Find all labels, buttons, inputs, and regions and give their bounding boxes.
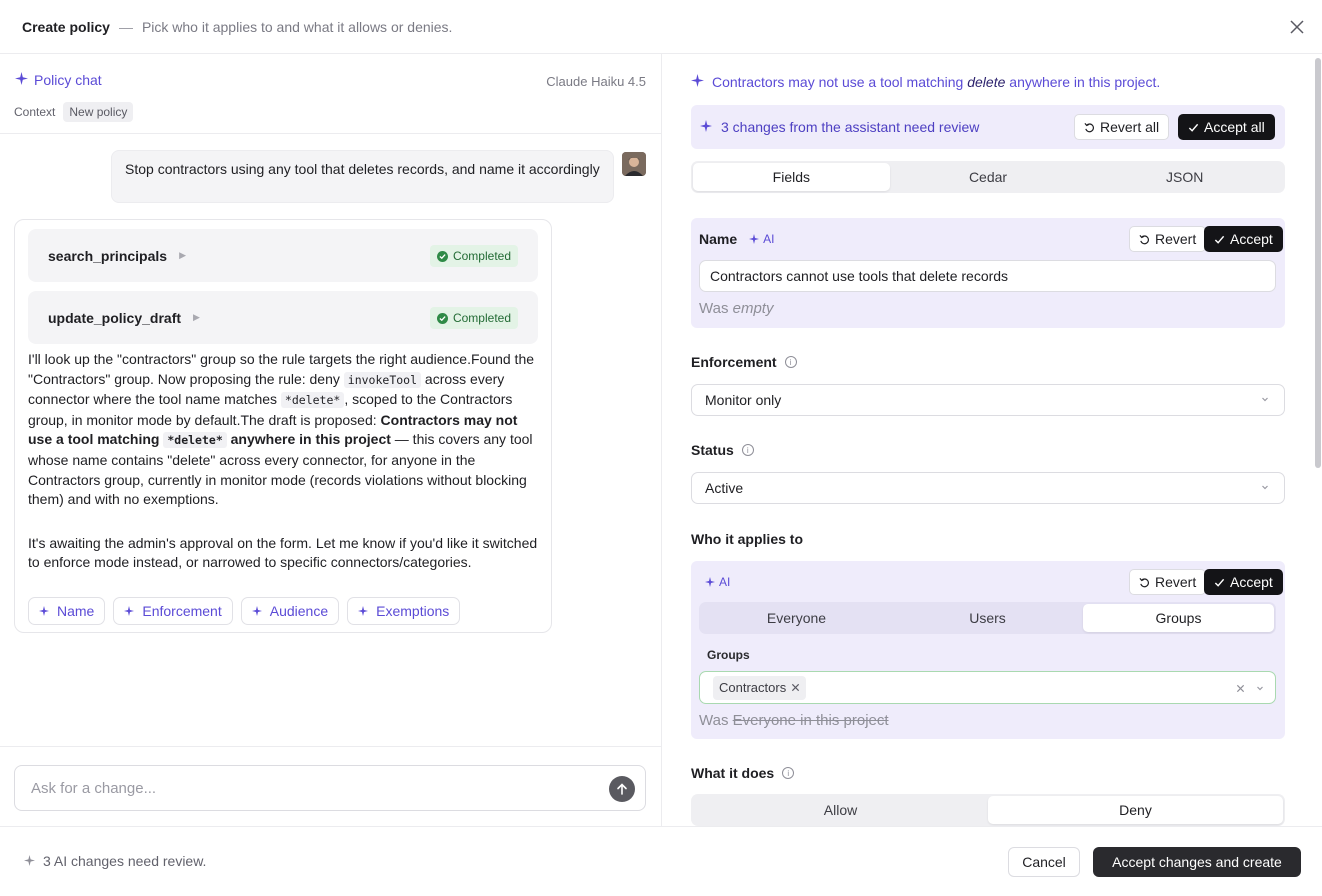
tool-name: update_policy_draft: [48, 309, 182, 326]
previous-value: [699, 300, 773, 317]
button-label: Accept: [1230, 231, 1273, 247]
accept-button[interactable]: [1204, 226, 1283, 252]
chevron-right-icon: ▶: [193, 312, 200, 322]
send-button[interactable]: [609, 776, 635, 802]
tab-groups[interactable]: Groups: [1083, 604, 1274, 632]
label-text: Who it applies to: [691, 531, 803, 547]
undo-icon: [1139, 234, 1150, 245]
close-icon[interactable]: [1284, 14, 1310, 40]
sparkle-icon: [749, 234, 759, 244]
sparkle-icon: [252, 603, 262, 619]
groups-label: Groups: [707, 648, 750, 662]
revert-all-button[interactable]: [1074, 114, 1169, 140]
pill-label: Audience: [269, 603, 329, 619]
summary-text: [712, 74, 1160, 90]
sparkle-icon: [358, 603, 368, 619]
action-label: [691, 765, 794, 781]
button-label: Accept all: [1204, 119, 1265, 135]
status-label: [691, 442, 754, 458]
chat-header: [0, 54, 662, 134]
label-text: Enforcement: [691, 354, 777, 370]
modal-subtitle: Pick who it applies to and what it allows or denies.: [141, 18, 453, 35]
avatar: [622, 152, 646, 176]
reply-text: — this covers any tool whose name contains "delete" across every connector, for anyone in the Contractors group, currently in monitor mode (records violations without blocking them) and with no exemptions.: [28, 431, 533, 508]
action-toggle: [691, 794, 1285, 826]
status-badge: [430, 245, 518, 267]
sparkle-icon: [124, 603, 134, 619]
review-banner: [691, 105, 1285, 149]
policy-form-panel: [663, 54, 1322, 826]
assistant-reply-text: [28, 350, 544, 573]
status-select[interactable]: [691, 472, 1285, 504]
policy-summary: [691, 74, 1160, 90]
tool-call-update-policy-draft[interactable]: [28, 291, 538, 344]
button-label: Revert: [1155, 574, 1197, 590]
reply-paragraph-1: [28, 350, 544, 510]
modal-footer: [0, 826, 1322, 896]
pill-label: Enforcement: [142, 603, 222, 619]
button-label: Accept: [1230, 574, 1273, 590]
reply-bold: Contractors may not use a tool matching: [28, 411, 518, 448]
model-name: Claude Haiku 4.5: [546, 74, 646, 89]
chat-input[interactable]: [31, 780, 591, 797]
enforcement-select[interactable]: [691, 384, 1285, 416]
selected-value: Monitor only: [705, 392, 782, 408]
info-icon[interactable]: i: [782, 767, 794, 779]
ai-tag-label: AI: [719, 575, 731, 589]
name-input[interactable]: Contractors cannot use tools that delete records: [699, 260, 1276, 292]
clear-icon[interactable]: [1236, 684, 1245, 693]
enforcement-label: [691, 354, 797, 370]
audience-tabs: [699, 602, 1276, 634]
sparkle-icon: [15, 72, 28, 88]
sparkle-icon: [24, 853, 35, 869]
context-row: [14, 102, 133, 122]
reply-paragraph-2: It's awaiting the admin's approval on the form. Let me know if you'd like it switched to enforce mode instead, or narrowed to specific connectors/categories.: [28, 534, 538, 571]
reply-text: , scoped to the Contractors group, in monitor mode by default.The draft is proposed:: [28, 391, 513, 428]
accept-all-button[interactable]: [1178, 114, 1275, 140]
check-circle-icon: [437, 313, 448, 324]
button-label: Revert all: [1100, 119, 1160, 135]
user-message: Stop contractors using any tool that deletes records, and name it accordingly: [111, 150, 614, 203]
tab-cedar[interactable]: Cedar: [968, 169, 1008, 185]
accept-and-create-button[interactable]: Accept changes and create: [1093, 847, 1301, 877]
was-prefix: Was: [699, 712, 729, 729]
was-prefix: Was: [699, 300, 729, 317]
groups-select[interactable]: [699, 671, 1276, 704]
pill-audience[interactable]: [241, 597, 339, 625]
cancel-button[interactable]: Cancel: [1008, 847, 1080, 877]
previous-value: [699, 712, 889, 729]
revert-button[interactable]: [1129, 226, 1206, 252]
assistant-message: [14, 219, 552, 633]
scrollbar[interactable]: [1315, 58, 1321, 468]
check-icon: [1214, 577, 1225, 588]
composer: [14, 765, 646, 811]
review-text: 3 changes from the assistant need review: [721, 119, 980, 135]
chevron-down-icon[interactable]: [1255, 683, 1265, 693]
footer-note: [24, 853, 206, 869]
tab-users[interactable]: Users: [969, 610, 1006, 626]
context-label: Context: [14, 105, 56, 119]
summary-emphasis: delete: [967, 74, 1006, 90]
button-label: Revert: [1155, 231, 1197, 247]
chevron-down-icon: [1260, 394, 1270, 404]
pill-label: Exemptions: [376, 603, 450, 619]
check-icon: [1214, 234, 1225, 245]
ai-tag: [749, 232, 774, 246]
pill-name[interactable]: [28, 597, 105, 625]
sparkle-icon: [39, 603, 49, 619]
group-tag-label: Contractors: [719, 680, 787, 695]
reply-bold: anywhere in this project: [226, 431, 391, 448]
tab-everyone[interactable]: Everyone: [766, 610, 827, 626]
view-tabs: [691, 161, 1285, 193]
check-circle-icon: [437, 251, 448, 262]
modal-header: [0, 0, 1322, 54]
pill-enforcement[interactable]: [113, 597, 232, 625]
status-label: Completed: [452, 249, 511, 263]
chat-title: [15, 72, 102, 88]
sparkle-icon: [705, 577, 715, 587]
inline-code: invokeTool: [344, 372, 421, 388]
label-text: Status: [691, 442, 734, 458]
group-tag: [713, 676, 806, 700]
remove-tag-icon[interactable]: [791, 683, 800, 692]
arrow-up-icon: [616, 783, 628, 795]
selected-value: Active: [705, 480, 744, 496]
was-value: empty: [732, 300, 774, 317]
revert-button[interactable]: [1129, 569, 1206, 595]
inline-code: *delete*: [281, 392, 344, 408]
name-label: Name: [699, 231, 738, 247]
option-allow[interactable]: Allow: [823, 802, 858, 818]
status-label: Completed: [452, 311, 511, 325]
label-text: What it does: [691, 765, 775, 781]
check-icon: [1188, 122, 1199, 133]
title-separator: —: [118, 18, 133, 35]
chat-panel: [0, 54, 662, 826]
chat-title-label: Policy chat: [34, 72, 102, 88]
tab-fields[interactable]: Fields: [693, 163, 890, 191]
tool-name: search_principals: [48, 247, 168, 264]
reply-text: across every connector where the tool name matches: [28, 370, 505, 408]
sparkle-icon: [691, 74, 704, 90]
info-icon[interactable]: i: [742, 444, 754, 456]
chevron-right-icon: ▶: [179, 250, 186, 260]
name-field-card: [691, 218, 1285, 328]
audience-field-card: [691, 561, 1285, 739]
sparkle-icon: [700, 119, 712, 135]
info-icon[interactable]: i: [785, 356, 797, 368]
tab-json[interactable]: JSON: [1166, 169, 1204, 185]
accept-button[interactable]: [1204, 569, 1283, 595]
was-value: Everyone in this project: [732, 712, 889, 729]
context-chip[interactable]: New policy: [63, 102, 133, 122]
reply-text: I'll look up the "contractors" group so the rule targets the right audience.Found the "Contractors" group. Now proposing the rule: deny: [28, 351, 535, 387]
change-pills: [28, 597, 460, 625]
chevron-down-icon: [1260, 482, 1270, 492]
pill-label: Name: [57, 603, 95, 619]
ai-tag: [705, 575, 730, 589]
audience-label: [691, 531, 803, 547]
pill-exemptions[interactable]: [347, 597, 460, 625]
status-badge: [430, 307, 518, 329]
option-deny[interactable]: Deny: [988, 796, 1283, 824]
summary-part: anywhere in this project.: [1005, 74, 1161, 90]
tool-call-search-principals[interactable]: [28, 229, 538, 282]
undo-icon: [1139, 577, 1150, 588]
ai-tag-label: AI: [763, 232, 775, 246]
modal-title: Create policy: [22, 18, 110, 35]
composer-area: [0, 746, 662, 826]
undo-icon: [1084, 122, 1095, 133]
summary-part: Contractors may not use a tool matching: [712, 74, 968, 90]
inline-code: *delete*: [163, 432, 226, 448]
footer-note-text: 3 AI changes need review.: [43, 853, 207, 869]
